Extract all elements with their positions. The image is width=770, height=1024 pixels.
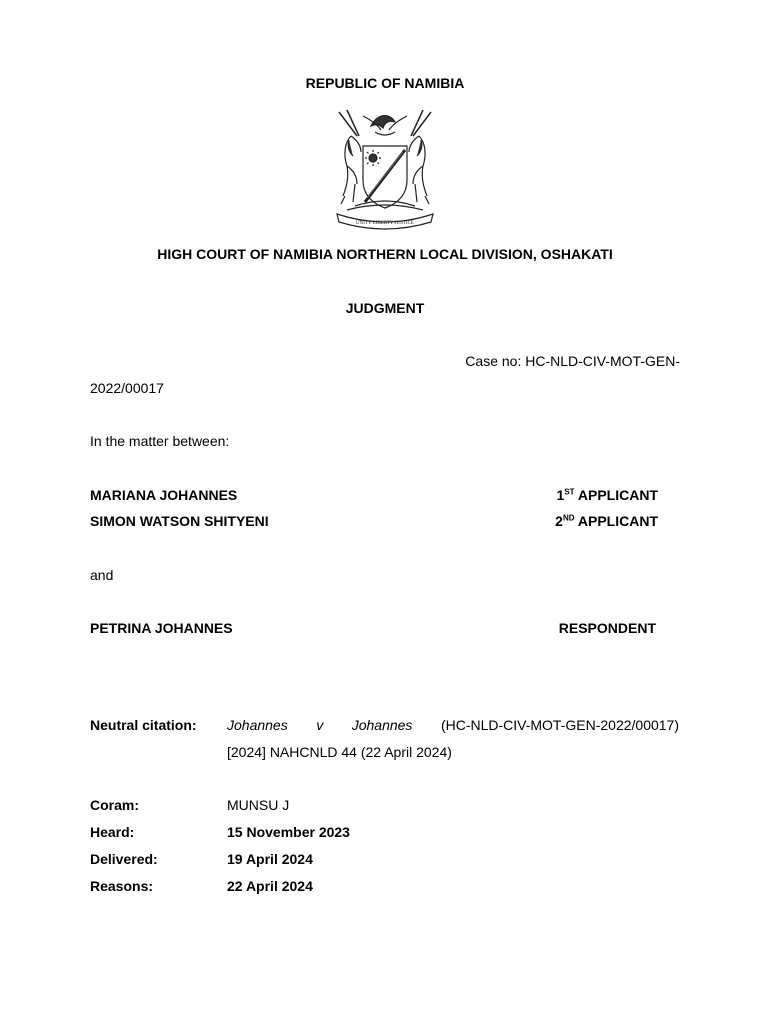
second-applicant-ordinal: 2 xyxy=(555,513,563,529)
svg-text:UNITY LIBERTY JUSTICE: UNITY LIBERTY JUSTICE xyxy=(356,221,414,226)
reasons-value: 22 April 2024 xyxy=(227,878,313,894)
republic-heading: REPUBLIC OF NAMIBIA xyxy=(305,75,465,91)
neutral-citation-label: Neutral citation: xyxy=(90,717,197,733)
first-applicant-ordinal-suffix: ST xyxy=(564,487,575,497)
first-applicant-role-label: APPLICANT xyxy=(574,487,658,503)
court-heading: HIGH COURT OF NAMIBIA NORTHERN LOCAL DIVISION, OSHAKATI xyxy=(157,246,613,262)
delivered-value: 19 April 2024 xyxy=(227,851,313,867)
citation-party1: Johannes xyxy=(227,717,288,733)
case-number-line1: Case no: HC-NLD-CIV-MOT-GEN- xyxy=(465,353,680,369)
first-applicant-name: MARIANA JOHANNES xyxy=(90,487,238,503)
neutral-citation-line2: [2024] NAHCNLD 44 (22 April 2024) xyxy=(227,744,452,760)
citation-case-number: (HC-NLD-CIV-MOT-GEN-2022/00017) xyxy=(440,717,679,733)
heard-value: 15 November 2023 xyxy=(227,824,350,840)
first-applicant-ordinal: 1 xyxy=(556,487,565,503)
coat-of-arms-emblem xyxy=(327,106,443,232)
neutral-citation-line1 xyxy=(227,717,679,733)
coram-value: MUNSU J xyxy=(227,797,290,813)
respondent-role: RESPONDENT xyxy=(558,620,656,636)
respondent-name: PETRINA JOHANNES xyxy=(90,620,233,636)
delivered-label: Delivered: xyxy=(90,851,158,867)
case-number-line2: 2022/00017 xyxy=(90,380,164,396)
second-applicant-role-label: APPLICANT xyxy=(574,513,658,529)
coram-label: Coram: xyxy=(90,797,140,813)
conjunction-and: and xyxy=(90,567,114,583)
second-applicant-name: SIMON WATSON SHITYENI xyxy=(90,513,269,529)
citation-party2: Johannes xyxy=(351,717,413,733)
matter-intro: In the matter between: xyxy=(90,433,230,449)
reasons-label: Reasons: xyxy=(90,878,154,894)
document-type-heading: JUDGMENT xyxy=(345,300,425,316)
first-applicant-role xyxy=(556,487,658,503)
second-applicant-ordinal-suffix: ND xyxy=(562,513,575,523)
heard-label: Heard: xyxy=(90,824,135,840)
citation-versus: v xyxy=(316,717,324,733)
second-applicant-role xyxy=(555,513,658,529)
